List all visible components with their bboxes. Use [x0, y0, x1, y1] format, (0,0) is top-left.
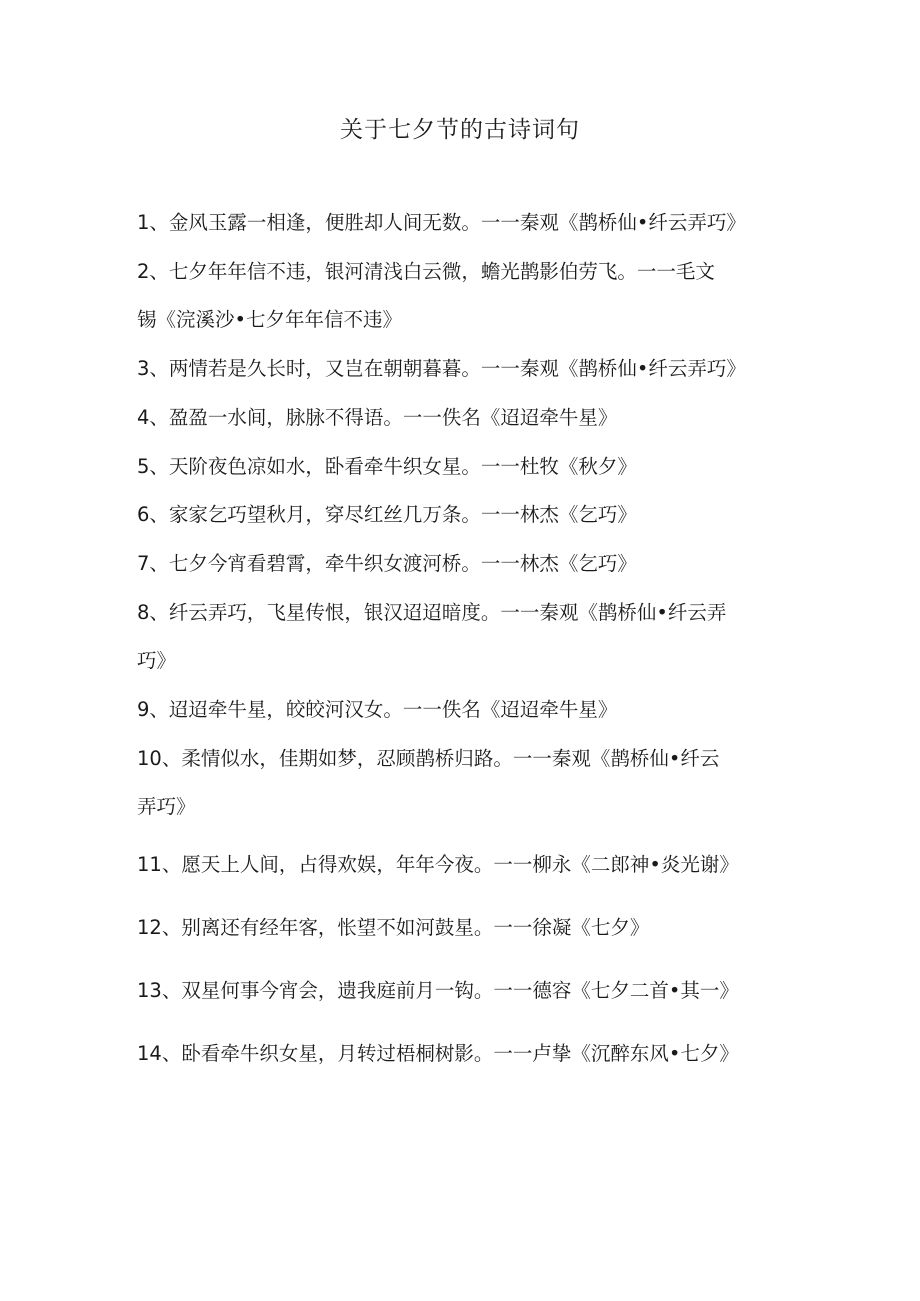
poem-line: 9、迢迢牵牛星，皎皎河汉女。一一佚名《迢迢牵牛星》 [137, 698, 618, 721]
poem-line: 7、七夕今宵看碧霄，牵牛织女渡河桥。一一林杰《乞巧》 [137, 552, 637, 575]
poem-line: 6、家家乞巧望秋月，穿尽红丝几万条。一一林杰《乞巧》 [137, 503, 637, 526]
poem-line: 4、盈盈一水间，脉脉不得语。一一佚名《迢迢牵牛星》 [137, 406, 618, 429]
poem-line: 8、纤云弄巧，飞星传恨，银汉迢迢暗度。一一秦观《鹊桥仙•纤云弄 [137, 601, 727, 624]
poem-line: 11、愿天上人间，占得欢娱，年年今夜。一一柳永《二郎神•炎光谢》 [137, 853, 739, 876]
poem-line-continued: 巧》 [137, 649, 177, 672]
poem-line: 10、柔情似水，佳期如梦，忍顾鹊桥归路。一一秦观《鹊桥仙•纤云 [137, 747, 720, 770]
poem-line-continued: 锡《浣溪沙•七夕年年信不违》 [137, 308, 403, 331]
poem-line: 1、金风玉露一相逢，便胜却人间无数。一一秦观《鹊桥仙•纤云弄巧》 [137, 211, 746, 234]
poem-line: 3、两情若是久长时，又岂在朝朝暮暮。一一秦观《鹊桥仙•纤云弄巧》 [137, 357, 746, 380]
poem-line: 12、别离还有经年客，怅望不如河鼓星。一一徐凝《七夕》 [137, 916, 650, 939]
poem-line: 14、卧看牵牛织女星，月转过梧桐树影。一一卢挚《沉醉东风•七夕》 [137, 1042, 739, 1065]
poem-line: 2、七夕年年信不违，银河清浅白云微，蟾光鹊影伯劳飞。一一毛文 [137, 260, 715, 283]
poem-line: 13、双星何事今宵会，遗我庭前月一钩。一一德容《七夕二首•其一》 [137, 979, 739, 1002]
poem-line: 5、天阶夜色凉如水，卧看牵牛织女星。一一杜牧《秋夕》 [137, 455, 637, 478]
document-title: 关于七夕节的古诗词句 [340, 117, 580, 143]
poem-line-continued: 弄巧》 [137, 795, 196, 818]
